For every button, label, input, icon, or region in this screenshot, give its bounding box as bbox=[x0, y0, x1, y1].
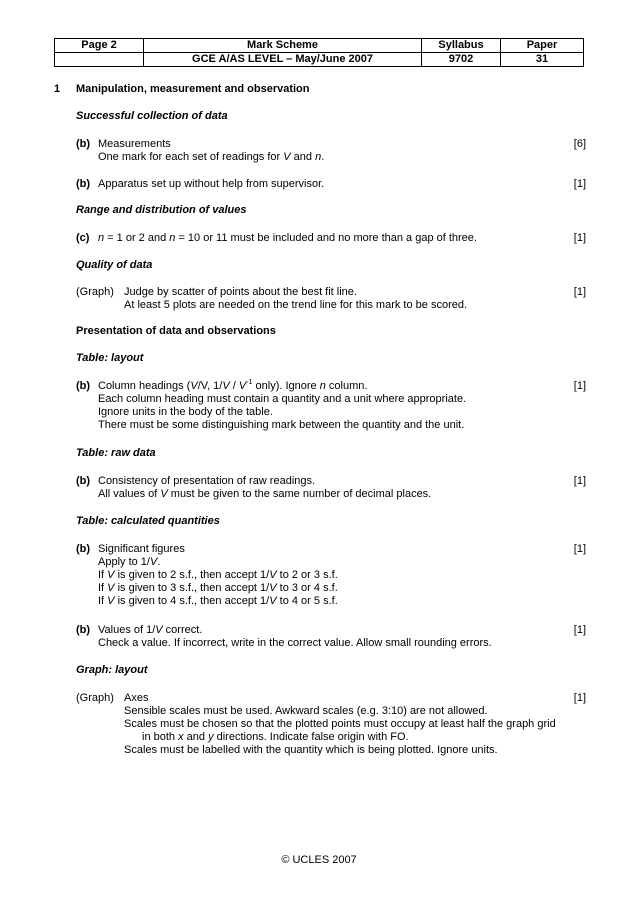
section-heading: Successful collection of data bbox=[76, 110, 228, 122]
item-text: Significant figures bbox=[98, 543, 185, 555]
item-mark: [1] bbox=[573, 543, 586, 555]
item-mark: [1] bbox=[573, 380, 586, 392]
header-page: Page 2 bbox=[55, 39, 144, 53]
item-tag: (b) bbox=[76, 138, 91, 150]
item-tag: (b) bbox=[76, 380, 91, 392]
item-text: Values of 1/V correct. bbox=[98, 624, 203, 636]
item-text: Scales must be labelled with the quantity which is being plotted. Ignore units. bbox=[124, 744, 498, 756]
footer-copyright: © UCLES 2007 bbox=[281, 854, 357, 866]
item-text: If V is given to 4 s.f., then accept 1/V to 4 or 5 s.f. bbox=[98, 595, 338, 607]
item-text: At least 5 plots are needed on the trend line for this mark to be scored. bbox=[124, 299, 468, 311]
item-text: Consistency of presentation of raw readings. bbox=[98, 475, 316, 487]
header-paper-number: 31 bbox=[501, 53, 584, 67]
item-text: Scales must be chosen so that the plotted points must occupy at least half the graph grid bbox=[124, 718, 556, 730]
item-text: n = 1 or 2 and n = 10 or 11 must be included and no more than a gap of three. bbox=[98, 232, 477, 244]
header-exam: GCE A/AS LEVEL – May/June 2007 bbox=[144, 53, 422, 67]
section-heading: Table: calculated quantities bbox=[76, 515, 220, 527]
item-text: Axes bbox=[124, 692, 149, 704]
item-text: Apply to 1/V. bbox=[98, 556, 161, 568]
item-mark: [1] bbox=[573, 232, 586, 244]
item-text: Apparatus set up without help from supervisor. bbox=[98, 178, 325, 190]
item-text: Judge by scatter of points about the best fit line. bbox=[124, 286, 357, 298]
item-text: If V is given to 2 s.f., then accept 1/V to 2 or 3 s.f. bbox=[98, 569, 338, 581]
item-mark: [1] bbox=[573, 178, 586, 190]
item-mark: [1] bbox=[573, 692, 586, 704]
item-tag: (Graph) bbox=[76, 692, 114, 704]
section-heading: Presentation of data and observations bbox=[76, 325, 276, 337]
section-heading: Range and distribution of values bbox=[76, 204, 247, 216]
item-tag: (b) bbox=[76, 178, 91, 190]
item-text: Measurements bbox=[98, 138, 171, 150]
item-text: Check a value. If incorrect, write in the correct value. Allow small rounding errors. bbox=[98, 637, 492, 649]
item-tag: (Graph) bbox=[76, 286, 114, 298]
section-heading: Graph: layout bbox=[76, 664, 148, 676]
item-tag: (b) bbox=[76, 543, 91, 555]
section-heading: Quality of data bbox=[76, 259, 153, 271]
header-paper: Paper bbox=[501, 39, 584, 53]
item-mark: [1] bbox=[573, 624, 586, 636]
item-tag: (b) bbox=[76, 475, 91, 487]
header-syllabus: Syllabus bbox=[422, 39, 501, 53]
item-text: One mark for each set of readings for V and n. bbox=[98, 151, 325, 163]
item-text: If V is given to 3 s.f., then accept 1/V to 3 or 4 s.f. bbox=[98, 582, 338, 594]
item-mark: [6] bbox=[573, 138, 586, 150]
header-syllabus-code: 9702 bbox=[422, 53, 501, 67]
item-text: Sensible scales must be used. Awkward scales (e.g. 3:10) are not allowed. bbox=[124, 705, 488, 717]
item-tag: (c) bbox=[76, 232, 90, 244]
header-empty bbox=[55, 53, 144, 67]
question-number: 1 bbox=[54, 83, 61, 95]
item-mark: [1] bbox=[573, 286, 586, 298]
item-text: There must be some distinguishing mark between the quantity and the unit. bbox=[98, 419, 465, 431]
question-title: Manipulation, measurement and observation bbox=[76, 83, 310, 95]
item-text: All values of V must be given to the same number of decimal places. bbox=[98, 488, 432, 500]
item-text: in both x and y directions. Indicate false origin with FO. bbox=[142, 731, 409, 743]
item-text: Column headings (V/V, $1/V / V^{-1}$ only). Ignore n column. bbox=[98, 379, 368, 392]
header-table bbox=[54, 38, 584, 67]
item-text: Ignore units in the body of the table. bbox=[98, 406, 273, 418]
item-tag: (b) bbox=[76, 624, 91, 636]
item-mark: [1] bbox=[573, 475, 586, 487]
section-heading: Table: layout bbox=[76, 352, 144, 364]
header-mark-scheme: Mark Scheme bbox=[144, 39, 422, 53]
section-heading: Table: raw data bbox=[76, 447, 156, 459]
item-text: Each column heading must contain a quantity and a unit where appropriate. bbox=[98, 393, 467, 405]
